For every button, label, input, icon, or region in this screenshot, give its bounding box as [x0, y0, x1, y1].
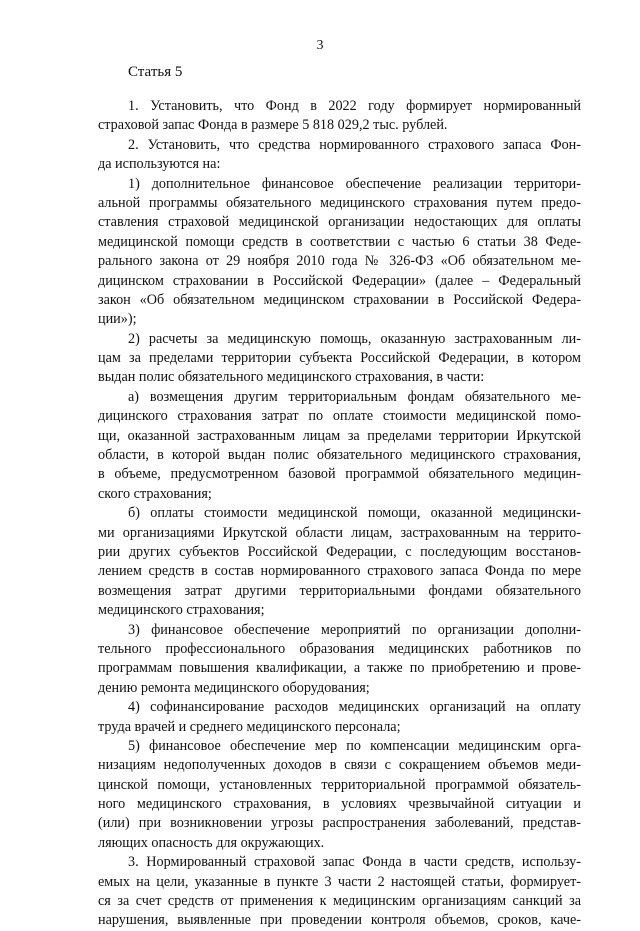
- text-line: дицинского страхования затрат по оплате стоимости медицинской помо-: [98, 408, 581, 425]
- text-line: а) возмещения другим территориальным фондам обязательного ме-: [128, 388, 581, 405]
- text-line: ми организациями Иркутской области лицам, застрахованным на террито-: [98, 524, 581, 541]
- text-line: низациям недополученных доходов в связи с сокращением объемов меди-: [98, 757, 581, 774]
- text-line: нарушения, выявленные при проведении контроля объемов, сроков, каче-: [98, 912, 581, 929]
- text-line: рии других субъектов Российской Федерации, с последующим восстанов-: [98, 543, 581, 560]
- text-line: медицинского страхования;: [98, 602, 265, 619]
- text-line: б) оплаты стоимости медицинской помощи, оказанной медицински-: [128, 505, 581, 522]
- text-line: цинской помощи, установленных территориальной программой обязатель-: [98, 776, 581, 793]
- text-line: 2. Установить, что средства нормированного страхового запаса Фон-: [128, 136, 581, 153]
- text-line: дению ремонта медицинского оборудования;: [98, 679, 370, 696]
- text-line: альной программы обязательного медицинского страхования путем предо-: [98, 194, 581, 211]
- text-line: щи, оказанной застрахованным лицам за пределами территории Иркутской: [98, 427, 581, 444]
- text-line: да используются на:: [98, 156, 221, 173]
- text-line: 2) расчеты за медицинскую помощь, оказанную застрахованным ли-: [128, 330, 581, 347]
- text-line: 1) дополнительное финансовое обеспечение реализации территори-: [128, 175, 581, 192]
- text-line: страховой запас Фонда в размере 5 818 029,2 тыс. рублей.: [98, 117, 448, 134]
- text-line: ляющих опасность для окружающих.: [98, 834, 325, 851]
- article-title: Статья 5: [128, 64, 183, 80]
- text-line: в объеме, предусмотренном базовой программой обязательного медицин-: [98, 466, 581, 483]
- text-line: цам за пределами территории субъекта Российской Федерации, в котором: [98, 350, 581, 367]
- page-number: 3: [316, 38, 324, 53]
- text-line: 4) софинансирование расходов медицинских организаций на оплату: [128, 699, 581, 716]
- text-line: программам повышения квалификации, а также по приобретению и прове-: [98, 660, 581, 677]
- text-line: области, в которой выдан полис обязательного медицинского страхования,: [98, 447, 581, 464]
- text-line: 1. Установить, что Фонд в 2022 году формирует нормированный: [128, 98, 581, 114]
- text-line: 5) финансовое обеспечение мер по компенсации медицинским орга-: [128, 737, 581, 754]
- text-line: ного медицинского страхования, в условиях чрезвычайной ситуации и: [98, 796, 581, 813]
- text-line: медицинской помощи средств в соответствии с частью 6 статьи 38 Феде-: [98, 233, 581, 250]
- text-line: лением средств в состав нормированного страхового запаса Фонда по мере: [98, 563, 581, 580]
- text-line: закон «Об обязательном медицинском страховании в Российской Федера-: [98, 291, 581, 308]
- text-line: дицинском страховании в Российской Федерации» (далее – Федеральный: [98, 272, 581, 289]
- text-line: (или) при возникновении угрозы распространения заболеваний, представ-: [98, 815, 581, 832]
- text-line: рального закона от 29 ноября 2010 года № 326-ФЗ «Об обязательном ме-: [98, 253, 581, 270]
- text-line: 3. Нормированный страховой запас Фонда в части средств, использу-: [128, 854, 581, 871]
- text-line: ся за счет средств от применения к медицинским организациям санкций за: [98, 893, 581, 910]
- text-line: труда врачей и среднего медицинского персонала;: [98, 718, 401, 735]
- text-line: ставления страховой медицинской организации недостающих для оплаты: [98, 214, 581, 231]
- article-body: [98, 97, 581, 931]
- text-line: 3) финансовое обеспечение мероприятий по организации дополни-: [128, 621, 581, 638]
- text-line: ции»);: [98, 311, 137, 328]
- text-line: выдан полис обязательного медицинского страхования, в части:: [98, 369, 485, 386]
- text-line: возмещения затрат другими территориальными фондами обязательного: [98, 582, 581, 599]
- text-line: емых на цели, указанные в пункте 3 части 2 настоящей статьи, формирует-: [98, 873, 581, 890]
- text-line: ского страхования;: [98, 485, 212, 502]
- text-line: тельного профессионального образования медицинских работников по: [98, 640, 581, 657]
